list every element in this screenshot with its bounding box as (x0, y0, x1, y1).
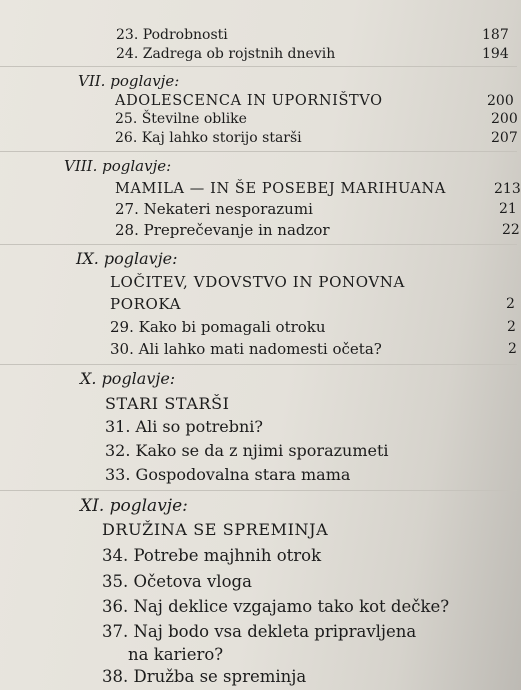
chapter-heading: IX. poglavje: (76, 249, 178, 268)
toc-entry: 23. Podrobnosti (116, 27, 228, 43)
page-number: 207 (491, 130, 518, 146)
page-number: 200 (487, 93, 514, 109)
page-number: 194 (482, 46, 509, 62)
page-number: 200 (491, 111, 518, 127)
page-number: 2 (508, 341, 517, 357)
chapter-title: LOČITEV, VDOVSTVO IN PONOVNA (110, 273, 405, 291)
divider (0, 151, 517, 152)
chapter-title: ADOLESCENCA IN UPORNIŠTVO (115, 93, 383, 109)
chapter-heading: VIII. poglavje: (64, 157, 172, 175)
chapter-heading: VII. poglavje: (78, 72, 180, 90)
toc-entry: 25. Številne oblike (115, 111, 247, 127)
chapter-heading: X. poglavje: (80, 369, 176, 388)
toc-entry: 28. Preprečevanje in nadzor (115, 221, 330, 239)
divider (0, 364, 517, 365)
divider (0, 244, 517, 245)
divider (0, 490, 517, 491)
toc-entry: 38. Družba se spreminja (102, 667, 307, 686)
toc-entry: 30. Ali lahko mati nadomesti očeta? (110, 340, 382, 358)
page-number: 21 (499, 201, 517, 217)
chapter-title: DRUŽINA SE SPREMINJA (102, 520, 329, 539)
toc-entry: 27. Nekateri nesporazumi (115, 200, 313, 218)
toc-entry-continuation: na kariero? (128, 645, 224, 664)
toc-entry: 24. Zadrega ob rojstnih dnevih (116, 46, 336, 62)
page-number: 187 (482, 27, 509, 43)
toc-entry: 31. Ali so potrebni? (105, 417, 263, 436)
toc-entry: 29. Kako bi pomagali otroku (110, 318, 326, 336)
toc-entry: 36. Naj deklice vzgajamo tako kot dečke? (102, 597, 450, 616)
chapter-title: STARI STARŠI (105, 394, 230, 413)
chapter-title: POROKA (110, 295, 182, 313)
toc-entry: 33. Gospodovalna stara mama (105, 465, 351, 484)
toc-entry: 32. Kako se da z njimi sporazumeti (105, 441, 389, 460)
divider (0, 66, 517, 67)
toc-entry: 26. Kaj lahko storijo starši (115, 130, 302, 146)
toc-entry: 34. Potrebe majhnih otrok (102, 546, 322, 565)
chapter-title: MAMILA — IN ŠE POSEBEJ MARIHUANA (115, 181, 446, 197)
toc-entry: 35. Očetova vloga (102, 572, 252, 591)
toc-entry: 37. Naj bodo vsa dekleta pripravljena (102, 622, 417, 641)
page-number: 213 (494, 181, 521, 197)
page-number: 22 (502, 222, 520, 238)
chapter-heading: XI. poglavje: (80, 496, 188, 516)
page-number: 2 (507, 319, 516, 335)
page-number: 2 (506, 296, 515, 312)
